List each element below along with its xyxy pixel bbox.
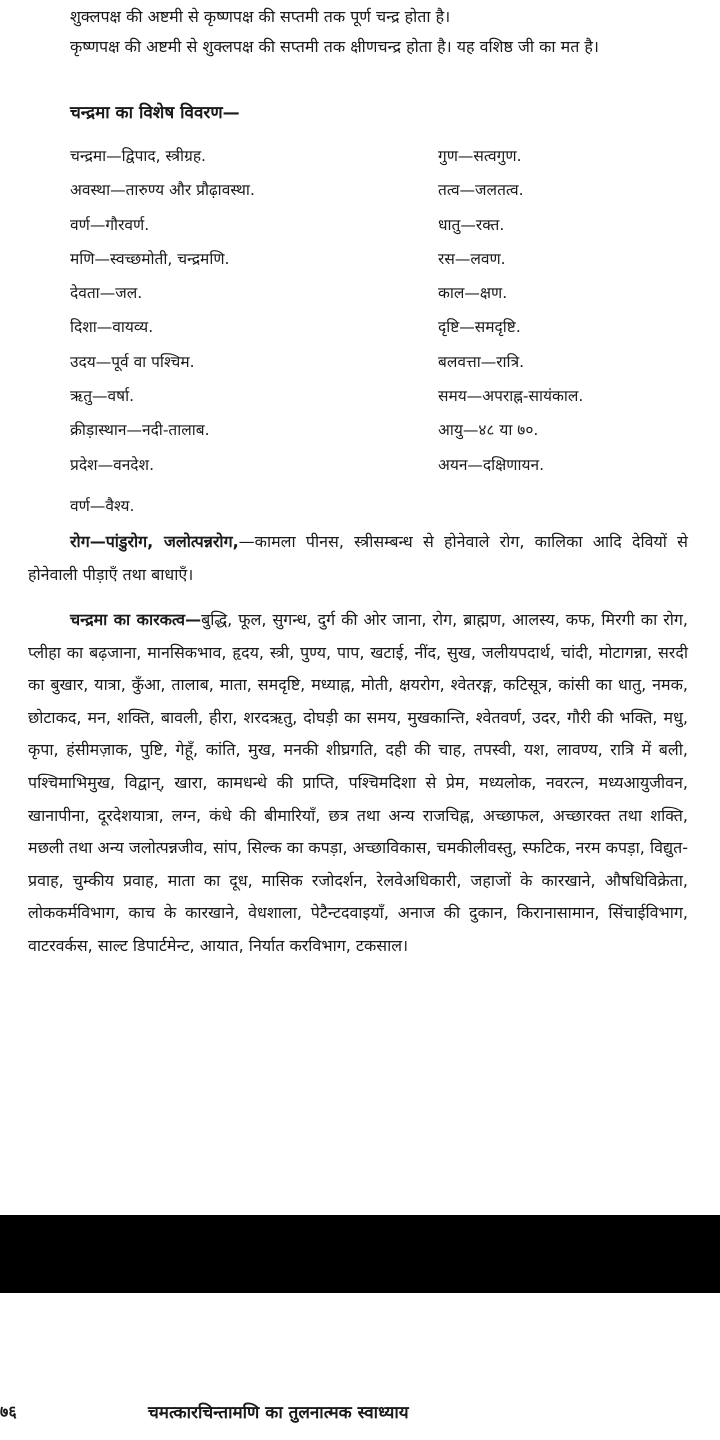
attribute-row bbox=[70, 247, 680, 281]
attribute-right: धातु—रक्त. bbox=[438, 215, 505, 234]
attribute-left: ऋतु—वर्षा. bbox=[70, 387, 135, 406]
attribute-row bbox=[70, 213, 680, 247]
running-title: चमत्कारचिन्तामणि का तुलनात्मक स्वाध्याय bbox=[148, 1403, 409, 1423]
attribute-right: अयन—दक्षिणायन. bbox=[438, 455, 545, 474]
attribute-last: वर्ण—वैश्य. bbox=[70, 497, 135, 515]
attribute-left: वर्ण—गौरवर्ण. bbox=[70, 215, 150, 234]
attribute-left: देवता—जल. bbox=[70, 284, 143, 303]
karakatva-paragraph bbox=[28, 604, 688, 963]
attribute-right: तत्व—जलतत्व. bbox=[438, 181, 524, 200]
attribute-row bbox=[70, 281, 680, 315]
attribute-left: क्रीड़ास्थान—नदी-तालाब. bbox=[70, 421, 210, 440]
diseases-lead: रोग—पांडुरोग, जलोत्पन्नरोग, bbox=[70, 532, 239, 551]
diseases-text: —कामला पीनस, स्त्रीसम्बन्ध से होनेवाले रोग, कालिका आदि देवियों से होनेवाली पीड़ाएँ तथा बाधाएँ। bbox=[28, 532, 688, 584]
attribute-row bbox=[70, 315, 680, 349]
attribute-right: गुण—सत्वगुण. bbox=[438, 147, 522, 165]
attribute-row bbox=[70, 178, 680, 212]
section-heading: चन्द्रमा का विशेष विवरण— bbox=[70, 103, 240, 123]
attribute-row bbox=[70, 144, 680, 178]
attribute-right: बलवत्ता—रात्रि. bbox=[438, 352, 525, 371]
attribute-right: आयु—४८ या ७०. bbox=[438, 421, 539, 440]
attribute-right: रस—लवण. bbox=[438, 249, 506, 268]
attribute-right: काल—क्षण. bbox=[438, 284, 508, 303]
karakatva-text: बुद्धि, फूल, सुगन्ध, दुर्ग की ओर जाना, रोग, ब्राह्मण, आलस्य, कफ, मिरगी का रोग, प्लीहा का बढ़जाना, मानसिकभाव, हृदय, स्त्री, पुण्य, पाप, खटाई, नींद, सुख, जलीयपदार्थ, चांदी, मोटागन्ना, सरदी का बुखार, यात्रा, कुँआ, तालाब, माता, समदृष्टि, मध्याह्न, मोती, क्षयरोग, श्वेतरङ्ग, कटिसूत्र, कांसी का धातु, नमक, छोटाकद, मन, शक्ति, बावली, हीरा, शरदऋतु, दोघड़ी का समय, मुखकान्ति, श्वेतवर्ण, उदर, गौरी की भक्ति, मधु, कृपा, हंसीमज़ाक, पुष्टि, गेहूँ, कांति, मुख, मनकी शीघ्रगति, दही की चाह, तपस्वी, यश, लावण्य, रात्रि में बली, पश्चिमाभिमुख, विद्वान्, खारा, कामधन्धे की प्राप्ति, पश्चिमदिशा से प्रेम, मध्यलोक, नवरत्न, मध्यआयुजीवन, खानापीना, दूरदेशयात्रा, लग्न, कंधे की बीमारियाँ, छत्र तथा अन्य राजचिह्न, अच्छाफल, अच्छारक्त तथा शक्ति, मछली तथा अन्य जलोत्पन्नजीव, सांप, सिल्क का कपड़ा, अच्छाविकास, चमकीलीवस्तु, स्फटिक, नरम कपड़ा, विद्युत-प्रवाह, चुम्कीय प्रवाह, माता का दूध, मासिक रजोदर्शन, रेलवेअधिकारी, जहाजों के कारखाने, औषधिविक्रेता, लोककर्मविभाग, काच के कारखाने, वेधशाला, पेटैन्टदवाइयाँ, अनाज की दुकान, किरानासामान, सिंचाईविभाग, वाटरवर्कस, साल्ट डिपार्टमेन्ट, आयात, निर्यात करविभाग, टकसाल। bbox=[28, 610, 688, 955]
attribute-row bbox=[70, 384, 680, 418]
attribute-left: प्रदेश—वनदेश. bbox=[70, 455, 155, 474]
page-footer bbox=[0, 1400, 720, 1436]
attribute-right: समय—अपराह्न-सायंकाल. bbox=[438, 387, 584, 406]
intro-line-2: कृष्णपक्ष की अष्टमी से शुक्लपक्ष की सप्तमी तक क्षीणचन्द्र होता है। यह वशिष्ठ जी का मत है। bbox=[70, 37, 599, 56]
diseases-paragraph bbox=[28, 526, 688, 591]
attribute-row bbox=[70, 350, 680, 384]
attribute-left: उदय—पूर्व वा पश्चिम. bbox=[70, 352, 195, 371]
attribute-row bbox=[70, 453, 680, 487]
attribute-right: दृष्टि—समदृष्टि. bbox=[438, 318, 521, 337]
page-number: ७६ bbox=[0, 1402, 17, 1421]
attribute-left: दिशा—वायव्य. bbox=[70, 318, 154, 337]
intro-line-1: शुक्लपक्ष की अष्टमी से कृष्णपक्ष की सप्तमी तक पूर्ण चन्द्र होता है। bbox=[70, 7, 451, 26]
attribute-row bbox=[70, 418, 680, 452]
karakatva-lead: चन्द्रमा का कारकत्व— bbox=[70, 610, 202, 629]
intro-text bbox=[28, 2, 688, 62]
attribute-left: चन्द्रमा—द्विपाद, स्त्रीग्रह. bbox=[70, 147, 206, 165]
attribute-left: मणि—स्वच्छमोती, चन्द्रमणि. bbox=[70, 249, 230, 268]
black-band bbox=[0, 1215, 720, 1293]
attribute-list bbox=[70, 144, 680, 487]
attribute-left: अवस्था—तारुण्य और प्रौढ़ावस्था. bbox=[70, 181, 255, 200]
